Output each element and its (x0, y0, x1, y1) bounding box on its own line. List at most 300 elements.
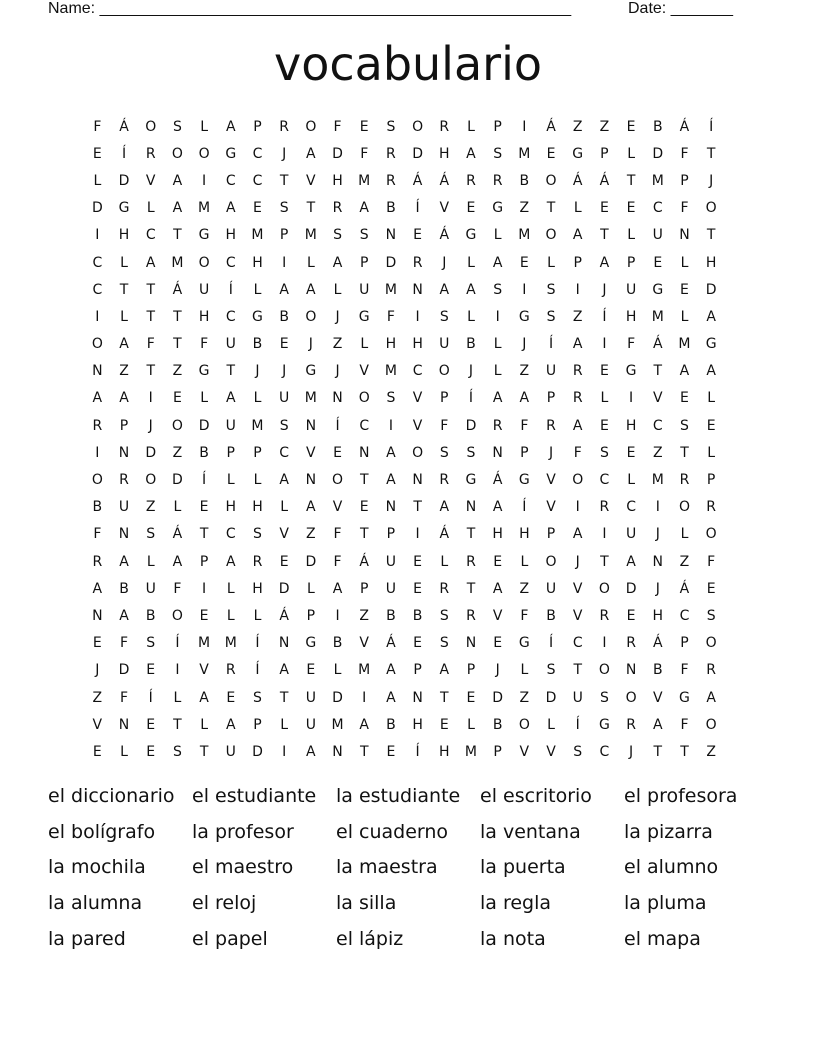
grid-letter[interactable]: R (439, 580, 450, 597)
grid-letter[interactable]: L (493, 363, 502, 380)
grid-letter[interactable]: R (386, 172, 396, 189)
grid-letter[interactable]: E (626, 444, 636, 461)
grid-letter[interactable]: O (198, 145, 210, 162)
grid-letter[interactable]: U (305, 689, 316, 706)
grid-letter[interactable]: M (304, 227, 317, 244)
grid-letter[interactable]: N (492, 444, 503, 461)
grid-letter[interactable]: T (440, 689, 449, 706)
grid-letter[interactable]: A (359, 716, 369, 733)
grid-letter[interactable]: A (706, 308, 716, 325)
grid-letter[interactable]: Á (439, 172, 450, 189)
grid-letter[interactable]: H (252, 254, 263, 271)
grid-letter[interactable]: D (625, 580, 637, 597)
grid-letter[interactable]: P (226, 444, 235, 461)
grid-letter[interactable]: H (252, 499, 263, 516)
grid-letter[interactable]: F (680, 200, 689, 217)
grid-letter[interactable]: H (492, 526, 503, 543)
grid-letter[interactable]: Z (172, 444, 183, 461)
grid-letter[interactable]: V (546, 743, 556, 760)
grid-letter[interactable]: S (706, 607, 716, 624)
grid-letter[interactable]: T (653, 363, 663, 380)
grid-letter[interactable]: G (305, 363, 317, 380)
grid-letter[interactable]: F (680, 716, 689, 733)
grid-letter[interactable]: E (306, 662, 316, 679)
grid-letter[interactable]: L (547, 254, 555, 271)
grid-letter[interactable]: E (413, 635, 423, 652)
grid-letter[interactable]: M (651, 308, 664, 325)
grid-letter[interactable]: C (626, 499, 636, 516)
grid-letter[interactable]: R (439, 472, 450, 489)
grid-letter[interactable]: R (599, 607, 610, 624)
grid-letter[interactable]: H (225, 499, 237, 516)
grid-letter[interactable]: T (359, 526, 369, 543)
grid-letter[interactable]: C (252, 172, 263, 189)
grid-letter[interactable]: P (546, 526, 556, 543)
grid-letter[interactable]: N (385, 499, 397, 516)
grid-letter[interactable]: E (626, 607, 636, 624)
grid-letter[interactable]: N (118, 526, 130, 543)
grid-letter[interactable]: U (305, 716, 316, 733)
grid-letter[interactable]: G (465, 472, 477, 489)
grid-letter[interactable]: N (278, 635, 290, 652)
grid-letter[interactable]: L (253, 472, 262, 489)
grid-letter[interactable]: L (547, 716, 555, 733)
grid-letter[interactable]: R (546, 417, 556, 434)
grid-letter[interactable]: U (572, 689, 583, 706)
grid-letter[interactable]: A (572, 526, 583, 543)
grid-letter[interactable]: O (545, 172, 557, 189)
grid-letter[interactable]: U (225, 336, 236, 353)
grid-letter[interactable]: T (279, 689, 289, 706)
grid-letter[interactable]: T (626, 172, 636, 189)
grid-letter[interactable]: C (145, 227, 156, 244)
grid-letter[interactable]: Z (172, 363, 183, 380)
grid-letter[interactable]: V (92, 716, 103, 733)
grid-letter[interactable]: N (92, 607, 103, 624)
grid-letter[interactable]: L (493, 336, 502, 353)
grid-letter[interactable]: M (358, 662, 371, 679)
grid-letter[interactable]: N (332, 390, 343, 407)
grid-letter[interactable]: J (148, 417, 153, 434)
grid-letter[interactable]: V (652, 390, 663, 407)
grid-letter[interactable]: D (385, 254, 397, 271)
grid-letter[interactable]: P (546, 390, 556, 407)
grid-letter[interactable]: L (146, 553, 155, 570)
grid-letter[interactable]: G (705, 336, 717, 353)
grid-letter[interactable]: T (279, 172, 289, 189)
grid-letter[interactable]: A (279, 662, 289, 679)
grid-letter[interactable]: A (225, 716, 236, 733)
grid-letter[interactable]: C (599, 472, 610, 489)
grid-letter[interactable]: L (120, 743, 128, 760)
grid-letter[interactable]: E (226, 689, 236, 706)
grid-letter[interactable]: C (92, 254, 103, 271)
grid-letter[interactable]: O (705, 635, 717, 652)
grid-letter[interactable]: D (172, 472, 183, 489)
grid-letter[interactable]: M (384, 281, 397, 298)
grid-letter[interactable]: R (572, 363, 583, 380)
grid-letter[interactable]: Z (359, 607, 370, 624)
grid-letter[interactable]: A (492, 580, 503, 597)
grid-letter[interactable]: S (172, 743, 182, 760)
grid-letter[interactable]: P (520, 444, 529, 461)
grid-letter[interactable]: Í (202, 472, 207, 489)
grid-letter[interactable]: M (651, 172, 664, 189)
grid-letter[interactable]: M (198, 200, 211, 217)
grid-letter[interactable]: D (652, 145, 664, 162)
grid-letter[interactable]: O (91, 472, 103, 489)
grid-letter[interactable]: V (439, 200, 450, 217)
grid-letter[interactable]: B (279, 308, 289, 325)
grid-letter[interactable]: C (225, 308, 236, 325)
grid-letter[interactable]: Á (412, 172, 423, 189)
grid-letter[interactable]: S (439, 607, 449, 624)
grid-letter[interactable]: P (413, 662, 422, 679)
grid-letter[interactable]: N (305, 417, 317, 434)
grid-letter[interactable]: R (145, 145, 156, 162)
grid-letter[interactable]: N (465, 499, 477, 516)
grid-letter[interactable]: E (386, 743, 396, 760)
grid-letter[interactable]: L (173, 499, 182, 516)
grid-letter[interactable]: Á (572, 172, 583, 189)
grid-letter[interactable]: V (572, 607, 583, 624)
grid-letter[interactable]: A (119, 390, 129, 407)
grid-letter[interactable]: D (332, 145, 343, 162)
grid-letter[interactable]: E (466, 689, 476, 706)
grid-letter[interactable]: J (282, 363, 287, 380)
grid-letter[interactable]: A (332, 254, 343, 271)
grid-letter[interactable]: R (225, 662, 236, 679)
grid-letter[interactable]: E (413, 553, 423, 570)
grid-letter[interactable]: C (225, 254, 236, 271)
grid-letter[interactable]: P (600, 145, 609, 162)
grid-letter[interactable]: T (359, 743, 369, 760)
grid-letter[interactable]: T (306, 200, 316, 217)
grid-letter[interactable]: Í (468, 390, 474, 407)
grid-letter[interactable]: O (545, 227, 557, 244)
grid-letter[interactable]: E (706, 417, 716, 434)
grid-letter[interactable]: H (439, 743, 450, 760)
grid-letter[interactable]: T (173, 227, 182, 244)
grid-letter[interactable]: A (439, 281, 450, 298)
grid-letter[interactable]: L (253, 390, 262, 407)
grid-letter[interactable]: A (439, 662, 450, 679)
grid-letter[interactable]: Z (519, 580, 530, 597)
grid-letter[interactable]: G (518, 472, 530, 489)
grid-letter[interactable]: S (439, 444, 449, 461)
grid-letter[interactable]: R (92, 417, 103, 434)
grid-letter[interactable]: T (680, 743, 689, 760)
grid-letter[interactable]: T (173, 336, 182, 353)
grid-letter[interactable]: O (171, 607, 183, 624)
grid-letter[interactable]: A (332, 580, 343, 597)
grid-letter[interactable]: E (599, 363, 609, 380)
grid-letter[interactable]: A (119, 607, 129, 624)
grid-letter[interactable]: M (224, 635, 237, 652)
grid-letter[interactable]: P (493, 118, 502, 135)
grid-letter[interactable]: J (548, 444, 554, 461)
grid-letter[interactable]: E (333, 444, 342, 461)
grid-letter[interactable]: P (573, 254, 582, 271)
grid-letter[interactable]: A (92, 390, 103, 407)
grid-letter[interactable]: A (359, 200, 369, 217)
grid-letter[interactable]: N (412, 472, 423, 489)
grid-letter[interactable]: H (625, 417, 637, 434)
grid-letter[interactable]: U (279, 390, 290, 407)
grid-letter[interactable]: L (253, 607, 262, 624)
grid-letter[interactable]: I (629, 390, 634, 407)
grid-letter[interactable]: A (225, 553, 236, 570)
grid-letter[interactable]: H (252, 580, 263, 597)
grid-letter[interactable]: E (146, 716, 156, 733)
grid-letter[interactable]: V (306, 444, 316, 461)
grid-letter[interactable]: C (652, 200, 663, 217)
grid-letter[interactable]: A (466, 281, 476, 298)
grid-letter[interactable]: L (680, 526, 689, 543)
grid-letter[interactable]: Á (679, 118, 690, 135)
grid-letter[interactable]: C (412, 363, 423, 380)
grid-letter[interactable]: N (412, 281, 423, 298)
grid-letter[interactable]: R (492, 172, 503, 189)
grid-letter[interactable]: H (385, 336, 397, 353)
grid-letter[interactable]: C (225, 526, 236, 543)
grid-letter[interactable]: C (225, 172, 236, 189)
grid-letter[interactable]: S (172, 118, 182, 135)
grid-letter[interactable]: J (442, 254, 447, 271)
grid-letter[interactable]: O (705, 716, 717, 733)
grid-letter[interactable]: A (172, 172, 183, 189)
grid-letter[interactable]: D (145, 444, 157, 461)
grid-letter[interactable]: Z (92, 689, 103, 706)
grid-letter[interactable]: D (412, 145, 423, 162)
grid-letter[interactable]: A (306, 743, 316, 760)
grid-letter[interactable]: I (175, 662, 180, 679)
grid-letter[interactable]: N (625, 662, 637, 679)
grid-letter[interactable]: J (468, 363, 474, 380)
grid-letter[interactable]: D (198, 417, 210, 434)
grid-letter[interactable]: F (386, 308, 395, 325)
grid-letter[interactable]: V (519, 743, 530, 760)
grid-letter[interactable]: L (253, 281, 262, 298)
grid-letter[interactable]: E (626, 200, 636, 217)
grid-letter[interactable]: E (519, 254, 529, 271)
grid-letter[interactable]: A (492, 254, 503, 271)
grid-letter[interactable]: G (518, 635, 530, 652)
grid-letter[interactable]: L (440, 553, 449, 570)
grid-letter[interactable]: Í (709, 118, 714, 135)
grid-letter[interactable]: H (625, 308, 637, 325)
grid-letter[interactable]: S (146, 635, 156, 652)
grid-letter[interactable]: I (95, 227, 100, 244)
grid-letter[interactable]: S (546, 281, 556, 298)
grid-letter[interactable]: R (252, 553, 263, 570)
grid-letter[interactable]: H (652, 607, 664, 624)
grid-letter[interactable]: U (359, 281, 370, 298)
grid-letter[interactable]: F (93, 118, 102, 135)
grid-letter[interactable]: T (600, 227, 609, 244)
grid-letter[interactable]: C (652, 417, 663, 434)
grid-letter[interactable]: A (519, 390, 530, 407)
grid-letter[interactable]: D (465, 417, 477, 434)
grid-letter[interactable]: R (492, 417, 503, 434)
grid-letter[interactable]: U (118, 499, 130, 516)
grid-letter[interactable]: O (305, 118, 317, 135)
grid-letter[interactable]: V (359, 635, 369, 652)
grid-letter[interactable]: O (171, 417, 183, 434)
grid-letter[interactable]: L (306, 254, 315, 271)
grid-letter[interactable]: D (332, 689, 343, 706)
grid-letter[interactable]: T (466, 526, 476, 543)
grid-letter[interactable]: V (492, 607, 503, 624)
grid-letter[interactable]: G (198, 227, 210, 244)
grid-letter[interactable]: I (575, 281, 580, 298)
grid-letter[interactable]: R (119, 472, 129, 489)
grid-letter[interactable]: A (466, 145, 476, 162)
grid-letter[interactable]: R (706, 499, 717, 516)
grid-letter[interactable]: L (226, 607, 235, 624)
grid-letter[interactable]: V (652, 689, 663, 706)
grid-letter[interactable]: P (119, 417, 129, 434)
grid-letter[interactable]: Z (572, 118, 583, 135)
grid-letter[interactable]: L (467, 308, 475, 325)
grid-letter[interactable]: T (146, 363, 155, 380)
grid-letter[interactable]: T (146, 308, 155, 325)
grid-letter[interactable]: S (253, 689, 262, 706)
grid-letter[interactable]: G (679, 689, 690, 706)
grid-letter[interactable]: G (518, 308, 530, 325)
grid-letter[interactable]: Í (255, 635, 260, 652)
grid-letter[interactable]: F (360, 145, 369, 162)
grid-letter[interactable]: O (518, 716, 530, 733)
grid-letter[interactable]: B (386, 716, 396, 733)
grid-letter[interactable]: F (200, 336, 209, 353)
grid-letter[interactable]: U (625, 281, 637, 298)
grid-letter[interactable]: A (306, 281, 316, 298)
grid-letter[interactable]: V (279, 526, 289, 543)
grid-letter[interactable]: G (625, 363, 637, 380)
grid-letter[interactable]: E (199, 607, 209, 624)
grid-letter[interactable]: A (492, 499, 503, 516)
grid-letter[interactable]: A (92, 580, 103, 597)
grid-letter[interactable]: F (333, 526, 342, 543)
grid-letter[interactable]: V (546, 472, 556, 489)
grid-letter[interactable]: V (412, 390, 423, 407)
grid-letter[interactable]: B (519, 172, 530, 189)
grid-letter[interactable]: F (680, 145, 689, 162)
grid-letter[interactable]: L (627, 227, 635, 244)
grid-letter[interactable]: A (306, 145, 316, 162)
grid-letter[interactable]: Í (175, 635, 180, 652)
grid-letter[interactable]: A (572, 227, 583, 244)
grid-letter[interactable]: H (412, 716, 423, 733)
grid-letter[interactable]: P (466, 662, 476, 679)
grid-letter[interactable]: N (92, 363, 103, 380)
grid-letter[interactable]: P (626, 254, 636, 271)
grid-letter[interactable]: T (706, 145, 716, 162)
grid-letter[interactable]: Í (121, 145, 127, 162)
grid-letter[interactable]: A (172, 200, 183, 217)
grid-letter[interactable]: M (651, 472, 664, 489)
grid-letter[interactable]: T (680, 444, 689, 461)
grid-letter[interactable]: Á (172, 281, 183, 298)
grid-letter[interactable]: L (200, 716, 208, 733)
grid-letter[interactable]: I (522, 281, 527, 298)
grid-letter[interactable]: L (707, 444, 716, 461)
grid-letter[interactable]: S (253, 526, 262, 543)
grid-letter[interactable]: N (305, 472, 317, 489)
grid-letter[interactable]: F (120, 689, 129, 706)
grid-letter[interactable]: M (251, 417, 264, 434)
grid-letter[interactable]: F (627, 336, 636, 353)
grid-letter[interactable]: O (545, 553, 557, 570)
grid-letter[interactable]: Á (652, 635, 663, 652)
grid-letter[interactable]: S (493, 145, 503, 162)
grid-letter[interactable]: V (332, 499, 343, 516)
grid-letter[interactable]: Z (519, 200, 530, 217)
grid-letter[interactable]: I (602, 526, 607, 543)
grid-letter[interactable]: F (440, 417, 449, 434)
grid-letter[interactable]: D (278, 580, 290, 597)
grid-letter[interactable]: L (306, 580, 315, 597)
grid-letter[interactable]: M (464, 743, 478, 760)
grid-letter[interactable]: L (467, 716, 475, 733)
grid-letter[interactable]: S (599, 689, 609, 706)
grid-letter[interactable]: J (335, 363, 340, 380)
grid-letter[interactable]: T (546, 200, 556, 217)
grid-letter[interactable]: Í (148, 689, 153, 706)
grid-letter[interactable]: R (466, 172, 476, 189)
grid-letter[interactable]: A (679, 363, 690, 380)
grid-letter[interactable]: U (225, 417, 236, 434)
grid-letter[interactable]: E (92, 743, 102, 760)
grid-letter[interactable]: N (652, 553, 664, 570)
grid-letter[interactable]: B (652, 118, 663, 135)
grid-letter[interactable]: E (359, 499, 369, 516)
grid-letter[interactable]: G (358, 308, 370, 325)
grid-letter[interactable]: R (626, 716, 636, 733)
grid-letter[interactable]: R (706, 662, 717, 679)
grid-letter[interactable]: I (335, 607, 340, 624)
grid-letter[interactable]: E (680, 281, 689, 298)
grid-letter[interactable]: Z (519, 689, 530, 706)
grid-letter[interactable]: A (279, 281, 289, 298)
grid-letter[interactable]: D (545, 689, 557, 706)
grid-letter[interactable]: D (252, 743, 263, 760)
grid-letter[interactable]: M (384, 363, 397, 380)
grid-letter[interactable]: U (439, 336, 450, 353)
grid-letter[interactable]: U (198, 281, 210, 298)
grid-letter[interactable]: Á (439, 526, 450, 543)
grid-letter[interactable]: Í (228, 281, 233, 298)
grid-letter[interactable]: A (492, 390, 503, 407)
grid-letter[interactable]: O (358, 390, 370, 407)
grid-letter[interactable]: A (145, 254, 156, 271)
grid-letter[interactable]: O (412, 118, 424, 135)
grid-letter[interactable]: T (359, 472, 369, 489)
grid-letter[interactable]: M (518, 227, 531, 244)
grid-letter[interactable]: G (652, 281, 664, 298)
grid-letter[interactable]: Á (492, 472, 503, 489)
grid-letter[interactable]: E (279, 553, 289, 570)
grid-letter[interactable]: P (680, 635, 689, 652)
grid-letter[interactable]: T (199, 526, 209, 543)
grid-letter[interactable]: J (655, 580, 660, 597)
grid-letter[interactable]: V (546, 499, 556, 516)
grid-letter[interactable]: M (518, 145, 531, 162)
grid-letter[interactable]: O (678, 499, 690, 516)
grid-letter[interactable]: N (118, 444, 130, 461)
grid-letter[interactable]: P (199, 553, 209, 570)
